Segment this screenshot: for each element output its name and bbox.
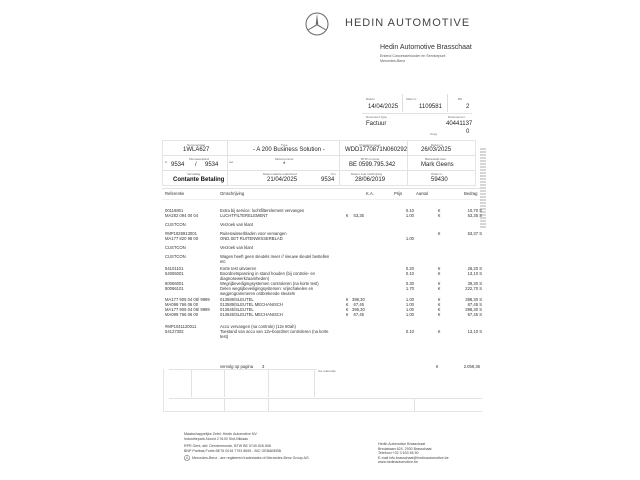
row-desc: LUCHTFILTERELEMENT (220, 213, 268, 218)
datum-in-value: 26/03/2025 (421, 147, 452, 153)
footer-right (378, 442, 449, 465)
row-price: 398,30 (352, 307, 365, 312)
col-header-omschrijving: Omschrijving (220, 191, 245, 196)
row-ref: #MP1826913001 (165, 231, 197, 236)
subtotal-value: 2.059,36 (463, 364, 480, 369)
col-header-ka: K.A. (366, 191, 374, 196)
row-amount: 398,30 S (465, 307, 482, 312)
row-price: 53,35 (353, 213, 364, 218)
row-ref: CUSTCON (165, 254, 186, 259)
row-quantity: 0.10 (405, 329, 414, 334)
row-ref: 54101101 (165, 266, 184, 271)
datum-in-label: Datum in (431, 143, 444, 147)
footer-line: Industriepark-Noord 2 9100 Sint-Niklaas (184, 436, 248, 441)
row-desc: Korte test uitvoeren (220, 266, 257, 271)
row-amount: 67,45 S (467, 312, 482, 317)
row-ref: MA099 766 06 00 (165, 312, 199, 317)
footer-line: Maatschappelijke Zetel: Hedin Automotive NV (184, 432, 257, 436)
btw-label: BTW nummer (361, 157, 380, 161)
row-quantity: 1.00 (405, 213, 414, 218)
uw-referentie-label: Uw referentie (318, 369, 336, 373)
col-header-referentie: Referentie (165, 191, 185, 196)
row-ref: CUSTCON (165, 222, 186, 227)
footer-line: Hedin Automotive Brasschaat (378, 442, 426, 446)
row-ref: MA282 094 00 04 (165, 213, 199, 218)
datum-onderhoud-label: Datum laatste onderhoud (263, 172, 297, 176)
col-header-prijs: Prijs (394, 191, 403, 196)
footer-line: BNP Paribas Fortis BE76 0018 7793 8695 - BIC GEBABEBB (184, 448, 282, 453)
row-quantity: 0.10 (405, 271, 414, 276)
datum-onderhoud-value: 21/04/2025 (267, 177, 298, 183)
btw-value: BE 0599.795.342 (349, 162, 396, 168)
km-onderhoud-value: 9534 (321, 177, 335, 183)
dealer-name: Hedin Automotive Brasschaat (380, 44, 472, 51)
row-desc: 013645/SLEUTEL MECHANISCH (220, 312, 283, 317)
km-out-suffix: out (229, 160, 234, 164)
docnr-label: Document nr. (448, 115, 466, 119)
row-desc: OND.SET RUITENWISSERBLAD (220, 236, 283, 241)
voorwaarde-value: Contante Betaling (173, 177, 225, 183)
row-currency: € (438, 312, 441, 317)
order-label: Order nr. (431, 172, 443, 176)
row-amount: 53,35 S (467, 213, 482, 218)
km-out-value: 9534 (205, 162, 219, 168)
col-header-bedrag: Bedrag (464, 191, 478, 196)
row-desc: diagnosewerkzaamheden) (220, 276, 270, 281)
row-quantity: 1.00 (405, 297, 414, 302)
row-amount: 67,45 S (467, 302, 482, 307)
row-price: 67,45 (353, 312, 364, 317)
km-in-value: 9534 (171, 162, 185, 168)
row-currency: € (438, 302, 441, 307)
row-amount: 13,10 S (467, 271, 482, 276)
blz-label: Blz. (458, 97, 464, 101)
row-amount: 10,70 S (467, 208, 482, 213)
km-in-prefix: in (165, 160, 168, 164)
row-amount: 222,70 S (465, 286, 482, 291)
footer-line: Telefoon +32 3 633 56 50 (378, 451, 419, 456)
doctype-value: Factuur (366, 121, 387, 127)
row-quantity: 1.00 (405, 307, 414, 312)
row-currency: € (346, 297, 349, 302)
bottom-grid (163, 369, 482, 412)
chassis-label: Chassisnummer (359, 143, 381, 147)
copy-label: Copy (430, 132, 438, 136)
footer-line: RPR Gent, afd. Dendermonde, BTW BE 0740.526.506 (184, 444, 271, 449)
row-ref: 80066001 (165, 281, 184, 286)
inschrijving-label: Datum 1ste inschrijving (351, 172, 383, 176)
dealer-subtitle (380, 54, 445, 64)
motor-label: Motornummer (275, 157, 294, 161)
row-ref: MA177 905 04 06/ 9999 (165, 307, 210, 312)
nummerplaat-label: Nummerplaat (187, 143, 206, 147)
col-header-aantal: Aantal (416, 191, 428, 196)
vehicle-info-block (162, 140, 476, 186)
row-currency: € (438, 297, 441, 302)
datum-label: Datum (366, 97, 375, 101)
row-ref: 00116801 (165, 208, 184, 213)
dealer-subtitle-line: Mercedes-Benz (380, 59, 406, 63)
row-desc: wegprogrammeren ontbrekende sleutels (220, 291, 295, 296)
row-ref: 54065001 (165, 271, 184, 276)
row-quantity: 0.10 (405, 208, 414, 213)
row-currency: € (438, 231, 441, 236)
row-desc: 013589/SLEUTEL (220, 297, 254, 302)
row-currency: € (346, 213, 349, 218)
footer-line: www.hedinautomotive.be (378, 460, 418, 465)
behandeld-label: Behandeld door (425, 157, 447, 161)
nummerplaat-value: 1WLA627 (183, 147, 210, 153)
row-desc: etc (220, 259, 226, 264)
klant-value: 1109581 (419, 104, 442, 110)
type-label: Type (281, 143, 288, 147)
row-quantity: 1.00 (405, 302, 414, 307)
copy-value: 0 (466, 129, 470, 135)
row-ref: #MP1041120011 (165, 324, 197, 329)
doctype-label: Document Type (366, 115, 387, 119)
row-quantity: 0.30 (405, 281, 414, 286)
row-desc: Toestand van accu van 12v-boordnet controleren (na korte (220, 329, 329, 334)
row-ref: MA177 905 04 06/ 9999 (165, 297, 210, 302)
type-value: - A 200 Business Solution - (253, 147, 325, 153)
row-amount: 39,30 S (467, 281, 482, 286)
row-currency: € (438, 213, 441, 218)
vervolg-page: 3 (262, 364, 265, 369)
row-currency: € (438, 266, 441, 271)
row-quantity: 1.70 (405, 286, 414, 291)
row-quantity: 1.00 (405, 236, 414, 241)
row-desc: Delen wegrijbeveiligingsystemen: vrijschakelen en (220, 286, 314, 291)
row-desc: test) (220, 334, 229, 339)
dealer-subtitle-line: Erkend Concessiehouder en Servicepunt (380, 54, 446, 58)
row-ref: MA177 820 98 00 (165, 236, 199, 241)
km-label: Kilometerstand (189, 157, 210, 161)
footer-line: Bredabaan 624, 2930 Brasschaat (378, 446, 432, 451)
trademark-text: Mercedes-Benz - are registered trademarks of Mercedes-Benz Group AG. (192, 456, 310, 461)
row-ref: CUSTCON (165, 245, 186, 250)
voorwaarde-label: Vervaldag (187, 172, 201, 176)
row-price: 398,30 (352, 297, 365, 302)
footer-left (184, 432, 310, 461)
row-desc: Verzoek van klant (220, 222, 254, 227)
row-currency: € (438, 307, 441, 312)
row-quantity: 0.20 (405, 266, 414, 271)
row-price: 67,45 (353, 302, 364, 307)
row-desc: Accu vervangen (na controle) (12v 80ah) (220, 324, 296, 329)
row-desc: Ruitenwisserbladen voor vervangen (220, 231, 287, 236)
row-amount: 398,30 S (465, 297, 482, 302)
vervolg-label: vervolg op pagina (220, 364, 254, 369)
row-desc: Wegrijbeveiligingsystemen controleren (na korte test) (220, 281, 319, 286)
inschrijving-value: 28/06/2019 (355, 177, 386, 183)
row-currency: € (346, 307, 349, 312)
row-ref: 80066101 (165, 286, 184, 291)
row-desc: Wagen heeft geen sleutels meer // nieuwe sleutel bestellen (220, 254, 330, 259)
behandeld-value: Mark Geens (421, 162, 454, 168)
subtotal-currency: € (436, 364, 439, 369)
klant-label: Klant nr. (406, 97, 418, 101)
order-value: 59430 (431, 177, 448, 183)
motor-value: * (283, 162, 286, 168)
row-currency: € (438, 329, 441, 334)
km-separator: / (195, 162, 197, 168)
mercedes-star-icon (305, 12, 329, 36)
row-desc: Verzoek van klant (220, 245, 254, 250)
docnr-value: 40441137 (446, 121, 473, 127)
row-desc: 013645/SLEUTEL (220, 307, 254, 312)
row-amount: 63,37 S (467, 231, 482, 236)
row-currency: € (438, 208, 441, 213)
row-desc: Extra bij service: luchtfilterelement vervangen (220, 208, 305, 213)
row-desc: Boordnetspanning in stand houden (bij controle- en (220, 271, 315, 276)
doc-info-block (362, 94, 472, 138)
chassis-value: WDD1770871N060292 (345, 147, 408, 153)
row-quantity: 1.00 (405, 312, 414, 317)
mercedes-star-icon (184, 455, 190, 461)
row-amount: 13,10 S (467, 329, 482, 334)
row-desc: 013589/SLEUTEL MECHANISCH (220, 302, 283, 307)
footer-line: E-mail info.brasschaat@hedinautomotive.be (378, 455, 449, 460)
datum-value: 14/04/2025 (368, 104, 399, 110)
row-amount: 26,20 S (467, 266, 482, 271)
km-onderhoud-label: Km (331, 172, 336, 176)
row-currency: € (346, 302, 349, 307)
row-currency: € (438, 281, 441, 286)
blz-value: 2 (466, 104, 470, 110)
brand-name: HEDIN AUTOMOTIVE (345, 17, 471, 29)
row-currency: € (346, 312, 349, 317)
row-currency: € (438, 286, 441, 291)
row-ref: MA099 766 06 00 (165, 302, 199, 307)
row-currency: € (438, 271, 441, 276)
row-ref: 54127302 (165, 329, 184, 334)
